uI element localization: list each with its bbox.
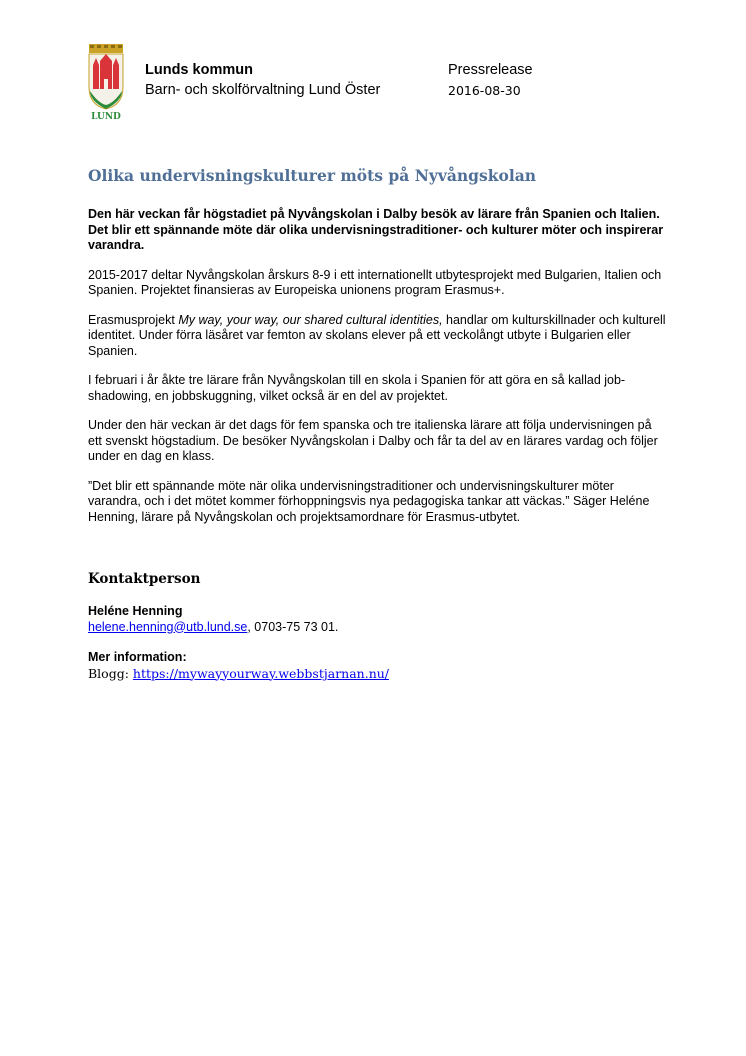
lead-paragraph: Den här veckan får högstadiet på Nyvångskolan i Dalby besök av lärare från Spanien och Italien. Det blir ett spännande möte där olika undervisningstraditioner- och kulturer möter och inspirerar varandra. (88, 207, 664, 252)
paragraph-5: ”Det blir ett spännande möte när olika undervisningstraditioner och undervisningskulturer möter varandra, och i det mötet kommer förhoppningsvis nya pedagogiska tankar att väckas.” Säger Heléne Henning, lärare på Nyvångskolan och projektsamordnare för Erasmus-utbytet. (88, 478, 650, 524)
contact-email-link[interactable]: helene.henning@utb.lund.se (88, 619, 248, 634)
lund-crest-logo (86, 43, 126, 121)
logo-text: LUND (91, 112, 121, 121)
department-name: Barn- och skolförvaltning Lund Öster (145, 82, 381, 98)
more-info-heading: Mer information: (88, 650, 187, 664)
org-name: Lunds kommun (145, 62, 253, 78)
contact-heading: Kontaktperson (88, 571, 201, 587)
paragraph-4: Under den här veckan är det dags för fem spanska och tre italienska lärare att följa undervisningen på ett svenskt högstadium. De besöker Nyvångskolan i Dalby och får ta del av en lärares vardag och följer under en dag en klass. (88, 418, 658, 463)
paragraph-2-end: handlar om kulturskillnader och kulturell identitet. Under förra läsåret var femton av skolans elever på ett veckolångt utbyte i Bulgarien eller Spanien. (88, 312, 666, 358)
paragraph-2 (88, 313, 668, 360)
project-name: My way, your way, our shared cultural identities, (178, 312, 443, 327)
blog-line (88, 666, 668, 682)
contact-name: Heléne Henning (88, 604, 183, 618)
contact-details (88, 620, 668, 636)
paragraph-3: I februari i år åkte tre lärare från Nyvångskolan till en skola i Spanien för att göra en så kallad job-shadowing, en jobbskuggning, vilket också är en del av projektet. (88, 373, 626, 403)
paragraph-2-start: Erasmusprojekt (88, 312, 179, 327)
document-date: 2016-08-30 (448, 83, 521, 98)
article-body (88, 207, 668, 539)
document-type: Pressrelease (448, 62, 533, 78)
paragraph-1: 2015-2017 deltar Nyvångskolan årskurs 8-9 i ett internationellt utbytesprojekt med Bulgarien, Italien och Spanien. Projektet finansieras av Europeiska unionens program Erasmus+. (88, 267, 662, 297)
contact-phone: , 0703-75 73 01. (247, 619, 339, 634)
page-title: Olika undervisningskulturer möts på Nyvångskolan (88, 166, 537, 185)
blog-label: Blogg: (88, 665, 133, 681)
contact-block (88, 604, 668, 681)
blog-link[interactable]: https://mywayyourway.webbstjarnan.nu/ (132, 665, 390, 681)
